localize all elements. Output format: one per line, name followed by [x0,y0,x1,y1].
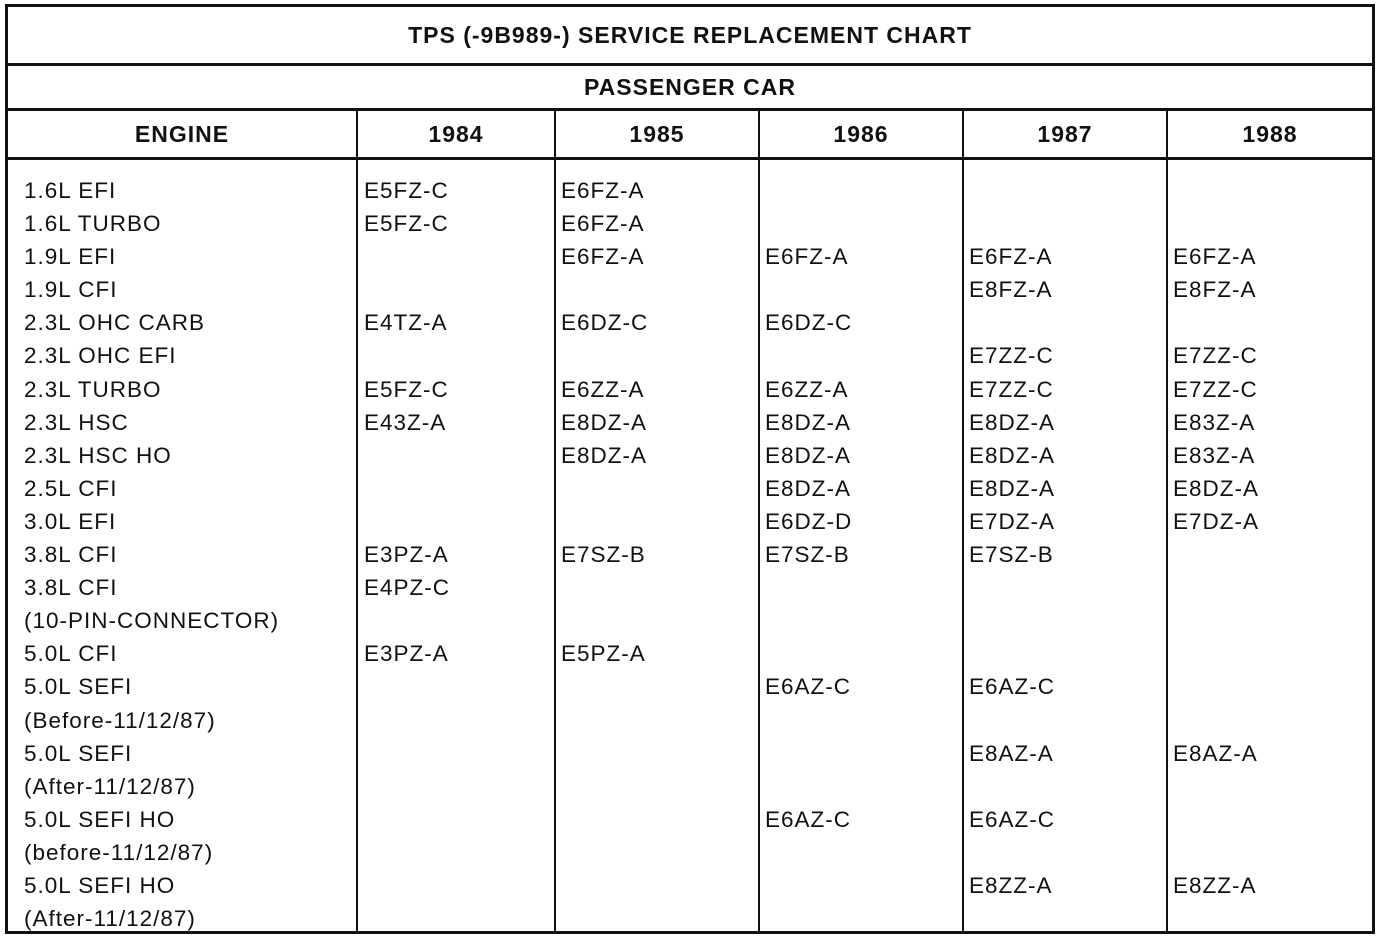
part-number-cell [561,737,648,770]
part-number-cell: E6FZ-A [561,178,645,203]
part-number-cell [1173,704,1259,737]
engine-cell: 1.6L EFI [24,178,117,203]
part-number-cell [364,472,450,505]
engine-cell: 5.0L CFI [24,641,118,667]
table-body [8,160,1372,931]
column-1985 [561,174,648,935]
engine-cell: 2.3L HSC HO [24,442,172,468]
part-number-cell [765,704,852,737]
part-number-cell [561,704,648,737]
part-number-cell: E8DZ-A [969,442,1056,468]
header-engine: ENGINE [134,120,230,147]
part-number-cell: E5PZ-A [561,641,646,667]
part-number-cell [969,637,1055,670]
part-number-cell: E8AZ-A [969,740,1054,766]
part-number-cell [364,670,450,703]
part-number-cell: E8DZ-A [765,409,852,435]
part-number-cell [561,472,648,505]
engine-cell: 1.6L TURBO [24,211,162,237]
part-number-cell [561,770,648,803]
part-number-cell: E6FZ-A [765,244,849,270]
part-number-cell: E7ZZ-C [969,343,1054,369]
column-1984 [364,174,450,935]
part-number-cell [364,339,450,372]
part-number-cell: E83Z-A [1173,442,1256,468]
chart-subtitle: PASSENGER CAR [8,66,1372,111]
part-number-cell: E6FZ-A [561,211,645,237]
part-number-cell [561,869,648,902]
part-number-cell: E6FZ-A [1173,244,1257,270]
part-number-cell: E6DZ-C [561,310,649,336]
chart-title: TPS (-9B989-) SERVICE REPLACEMENT CHART [8,7,1372,66]
part-number-cell [561,670,648,703]
part-number-cell: E7SZ-B [969,542,1054,568]
part-number-cell [969,571,1055,604]
part-number-cell [1173,306,1259,339]
part-number-cell [1173,174,1259,207]
part-number-cell [1173,604,1259,637]
engine-cell: 1.9L EFI [24,244,117,270]
part-number-cell [765,637,852,670]
engine-cell: (10-PIN-CONNECTOR) [24,608,280,634]
part-number-cell: E8DZ-A [969,409,1056,435]
part-number-cell: E7ZZ-C [1173,376,1258,402]
part-number-cell: E8DZ-A [765,442,852,468]
engine-cell: 1.9L CFI [24,277,118,303]
part-number-cell [364,604,450,637]
engine-cell: 3.8L CFI [24,542,118,568]
part-number-cell: E7ZZ-C [1173,343,1258,369]
part-number-cell [969,770,1055,803]
part-number-cell [364,737,450,770]
part-number-cell [364,439,450,472]
part-number-cell [1173,836,1259,869]
part-number-cell [561,803,648,836]
part-number-cell [561,902,648,935]
part-number-cell: E8DZ-A [561,409,648,435]
engine-cell: 2.3L TURBO [24,376,162,402]
part-number-cell: E8FZ-A [969,277,1053,303]
part-number-cell: E8FZ-A [1173,277,1257,303]
part-number-cell [969,306,1055,339]
part-number-cell: E8AZ-A [1173,740,1258,766]
part-number-cell [364,803,450,836]
part-number-cell: E8DZ-A [765,475,852,501]
part-number-cell: E6ZZ-A [765,376,849,402]
part-number-cell: E6FZ-A [561,244,645,270]
part-number-cell [1173,637,1259,670]
part-number-cell [561,604,648,637]
part-number-cell [1173,803,1259,836]
part-number-cell [364,273,450,306]
part-number-cell [561,836,648,869]
part-number-cell: E4TZ-A [364,310,448,336]
part-number-cell: E7SZ-B [561,542,646,568]
part-number-cell [1173,207,1259,240]
part-number-cell: E6FZ-A [969,244,1053,270]
engine-cell: (After-11/12/87) [24,773,196,799]
part-number-cell [1173,902,1259,935]
part-number-cell [364,902,450,935]
part-number-cell [765,339,852,372]
engine-cell: 5.0L SEFI [24,674,133,700]
engine-cell: 2.3L OHC CARB [24,310,205,336]
part-number-cell [765,571,852,604]
engine-column [24,174,279,935]
part-number-cell [364,505,450,538]
part-number-cell [1173,770,1259,803]
part-number-cell [364,240,450,273]
part-number-cell: E5FZ-C [364,211,449,237]
engine-cell: 2.5L CFI [24,475,118,501]
engine-cell: (After-11/12/87) [24,906,196,932]
part-number-cell: E8ZZ-A [1173,872,1257,898]
part-number-cell: E6AZ-C [969,806,1056,832]
replacement-chart [5,4,1375,934]
part-number-cell: E43Z-A [364,409,447,435]
engine-cell: 5.0L SEFI [24,740,133,766]
part-number-cell: E6AZ-C [969,674,1056,700]
engine-cell: 5.0L SEFI HO [24,806,176,832]
part-number-cell: E6AZ-C [765,806,852,832]
part-number-cell [1173,571,1259,604]
part-number-cell [364,770,450,803]
part-number-cell: E4PZ-C [364,575,451,601]
part-number-cell: E5FZ-C [364,178,449,203]
part-number-cell [765,770,852,803]
header-1986: 1986 [833,120,889,147]
part-number-cell: E8DZ-A [1173,475,1260,501]
part-number-cell [969,704,1055,737]
part-number-cell [969,207,1055,240]
part-number-cell: E6ZZ-A [561,376,645,402]
part-number-cell: E7SZ-B [765,542,850,568]
part-number-cell: E6DZ-D [765,508,853,534]
part-number-cell [765,836,852,869]
part-number-cell [1173,538,1259,571]
part-number-cell [561,273,648,306]
part-number-cell [765,604,852,637]
part-number-cell: E83Z-A [1173,409,1256,435]
header-1987: 1987 [1037,120,1093,147]
column-1987 [969,174,1055,935]
part-number-cell [969,174,1055,207]
part-number-cell: E6DZ-C [765,310,853,336]
part-number-cell [765,174,852,207]
part-number-cell: E8DZ-A [561,442,648,468]
part-number-cell [765,902,852,935]
header-1988: 1988 [1242,120,1298,147]
part-number-cell: E3PZ-A [364,542,449,568]
part-number-cell [561,339,648,372]
part-number-cell [364,869,450,902]
column-1988 [1173,174,1259,935]
part-number-cell [364,704,450,737]
header-1984: 1984 [428,120,484,147]
part-number-cell [765,273,852,306]
column-1986 [765,174,852,935]
part-number-cell: E5FZ-C [364,376,449,402]
engine-cell: 5.0L SEFI HO [24,872,176,898]
engine-cell: 3.0L EFI [24,508,117,534]
part-number-cell [969,836,1055,869]
engine-cell: 2.3L OHC EFI [24,343,177,369]
engine-cell: 2.3L HSC [24,409,129,435]
part-number-cell [1173,670,1259,703]
part-number-cell: E6AZ-C [765,674,852,700]
part-number-cell [561,571,648,604]
engine-cell: (Before-11/12/87) [24,707,216,733]
engine-cell: 3.8L CFI [24,575,118,601]
part-number-cell [561,505,648,538]
part-number-cell: E7DZ-A [1173,508,1260,534]
part-number-cell: E8ZZ-A [969,872,1053,898]
part-number-cell [969,604,1055,637]
part-number-cell: E7DZ-A [969,508,1056,534]
part-number-cell [364,836,450,869]
engine-cell: (before-11/12/87) [24,839,214,865]
part-number-cell [765,869,852,902]
part-number-cell: E8DZ-A [969,475,1056,501]
part-number-cell: E7ZZ-C [969,376,1054,402]
header-1985: 1985 [629,120,685,147]
part-number-cell [969,902,1055,935]
part-number-cell: E3PZ-A [364,641,449,667]
part-number-cell [765,207,852,240]
part-number-cell [765,737,852,770]
